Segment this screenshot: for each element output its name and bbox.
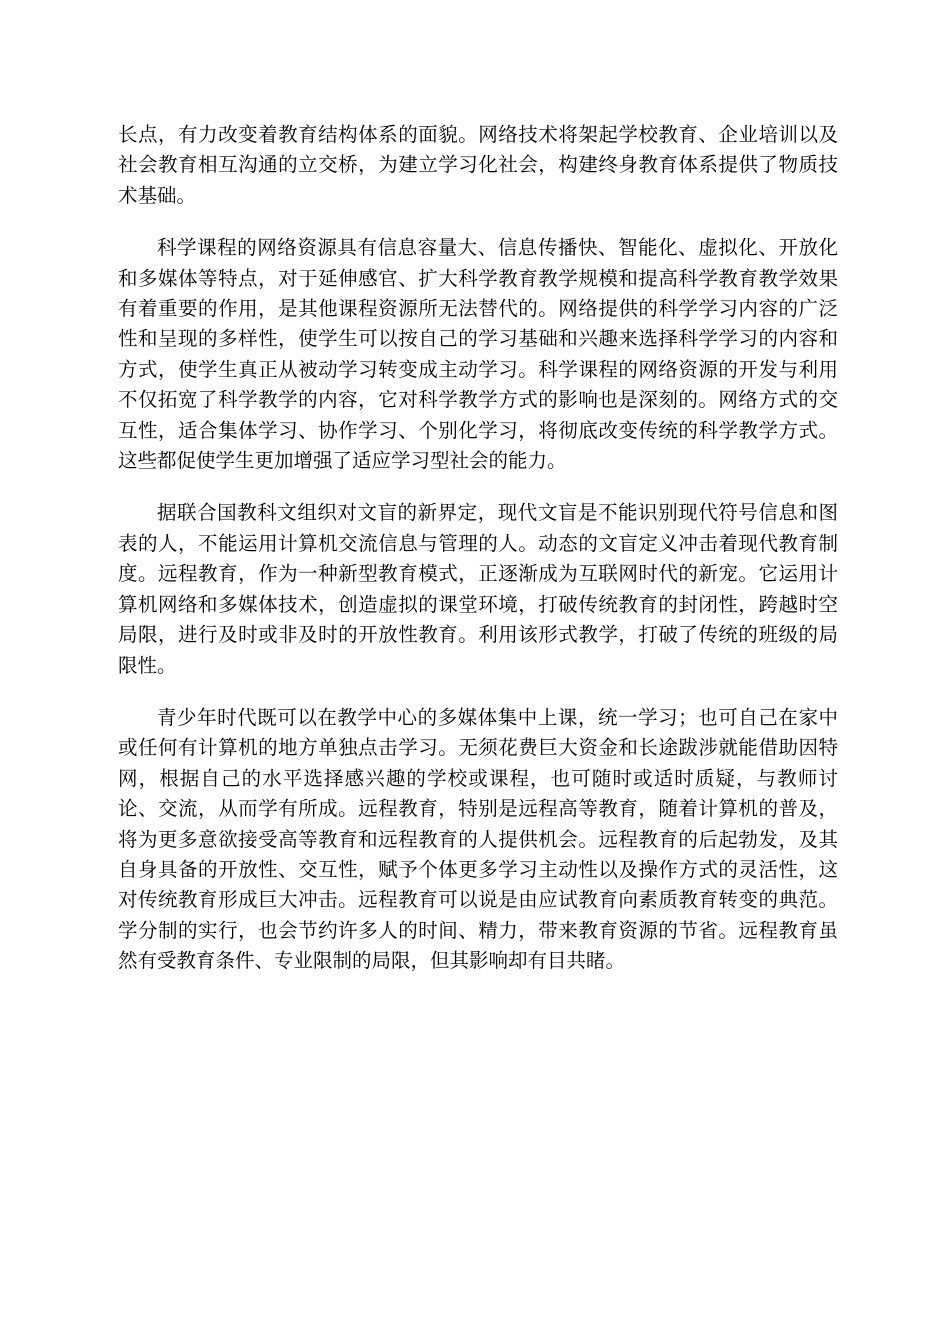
- paragraph-network-resources: 科学课程的网络资源具有信息容量大、信息传播快、智能化、虚拟化、开放化和多媒体等特点，对于延伸感官、扩大科学教育教学规模和提高科学教育教学效果有着重要的作用，是其他课程资源所无法替代的。网络提供的科学学习内容的广泛性和呈现的多样性，使学生可以按自己的学习基础和兴趣来选择科学学习的内容和方式，使学生真正从被动学习转变成主动学习。科学课程的网络资源的开发与利用不仅拓宽了科学教学的内容，它对科学教学方式的影响也是深刻的。网络方式的交互性，适合集体学习、协作学习、个别化学习，将彻底改变传统的科学教学方式。这些都促使学生更加增强了适应学习型社会的能力。: [118, 236, 838, 473]
- paragraph-illiteracy-definition: 据联合国教科文组织对文盲的新界定，现代文盲是不能识别现代符号信息和图表的人，不能运用计算机交流信息与管理的人。动态的文盲定义冲击着现代教育制度。远程教育，作为一种新型教育模式，正逐渐成为互联网时代的新宠。它运用计算机网络和多媒体技术，创造虚拟的课堂环境，打破传统教育的封闭性，跨越时空局限，进行及时或非及时的开放性教育。利用该形式教学，打破了传统的班级的局限性。: [118, 501, 838, 677]
- paragraph-continuation: 长点，有力改变着教育结构体系的面貌。网络技术将架起学校教育、企业培训以及社会教育相互沟通的立交桥，为建立学习化社会，构建终身教育体系提供了物质技术基础。: [118, 123, 838, 207]
- paragraph-distance-education: 青少年时代既可以在教学中心的多媒体集中上课，统一学习；也可自己在家中或任何有计算机的地方单独点击学习。无须花费巨大资金和长途跋涉就能借助因特网，根据自己的水平选择感兴趣的学校或课程，也可随时或适时质疑，与教师讨论、交流，从而学有所成。远程教育，特别是远程高等教育，随着计算机的普及，将为更多意欲接受高等教育和远程教育的人提供机会。远程教育的后起勃发，及其自身具备的开放性、交互性，赋予个体更多学习主动性以及操作方式的灵活性，这对传统教育形成巨大冲击。远程教育可以说是由应试教育向素质教育转变的典范。学分制的实行，也会节约许多人的时间、精力，带来教育资源的节省。远程教育虽然有受教育条件、专业限制的局限，但其影响却有目共睹。: [118, 705, 838, 973]
- document-body: [118, 120, 838, 999]
